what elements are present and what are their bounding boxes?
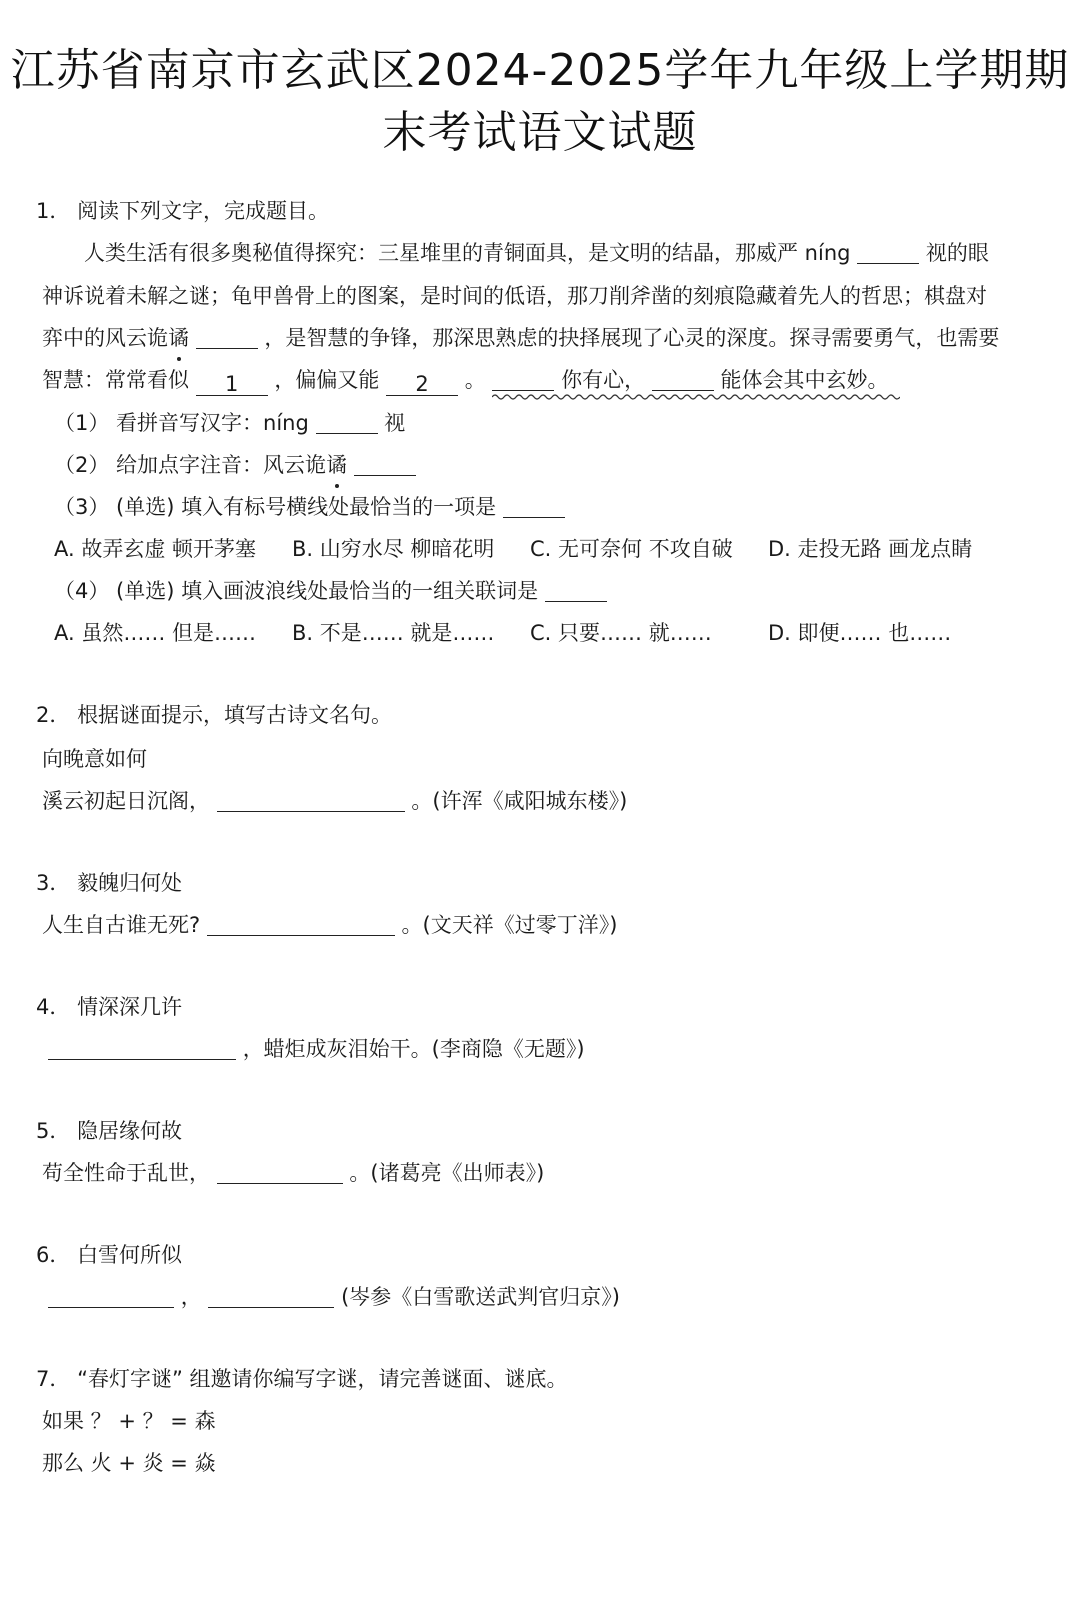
option-a[interactable]: A. 虽然…… 但是…… xyxy=(54,621,257,645)
wavy-underline xyxy=(492,393,900,401)
q1-number: 1． xyxy=(36,199,71,223)
q7-riddle-line1: 如果 ？ + ？ = 森 xyxy=(42,1409,216,1433)
q1-sub3 xyxy=(54,492,565,522)
option-a[interactable]: A. 故弄玄虚 顿开茅塞 xyxy=(54,537,257,561)
q1-sub3-options xyxy=(54,534,972,564)
option-c[interactable]: C. 无可奈何 不攻自破 xyxy=(530,537,733,561)
option-d[interactable]: D. 走投无路 画龙点睛 xyxy=(768,537,973,561)
option-b[interactable]: B. 不是…… 就是…… xyxy=(292,621,495,645)
answer-blank-s1[interactable] xyxy=(316,409,378,434)
q2-riddle: 向晚意如何 xyxy=(42,747,147,771)
q4-number: 4． xyxy=(36,995,71,1019)
q4-line xyxy=(48,1034,585,1064)
sub-question-text: （2） 给加点字注音：风云诡 xyxy=(54,453,327,477)
answer-blank-s3[interactable] xyxy=(503,493,565,518)
option-b[interactable]: B. 山穷水尽 柳暗花明 xyxy=(292,537,495,561)
q6-number: 6． xyxy=(36,1243,71,1267)
option-c[interactable]: C. 只要…… 就…… xyxy=(530,621,712,645)
answer-blank-q4[interactable] xyxy=(48,1035,236,1060)
sub-question-text: （3） (单选) 填入有标号横线处最恰当的一项是 xyxy=(54,495,497,519)
verse-text: 溪云初起日沉阁， xyxy=(42,789,210,813)
q7-prompt: “春灯字谜” 组邀请你编写字谜，请完善谜面、谜底。 xyxy=(77,1367,568,1391)
q2-heading xyxy=(36,700,392,730)
verse-source: 。(许浑《咸阳城东楼》) xyxy=(411,789,628,813)
q1-sub4-options xyxy=(54,618,951,648)
passage-text: 。 xyxy=(464,368,486,392)
verse-source: 。(诸葛亮《出师表》) xyxy=(349,1161,545,1185)
passage-text: 弈中的风云诡 xyxy=(42,326,168,350)
separator: ， xyxy=(180,1285,202,1309)
q1-passage-line1 xyxy=(84,238,989,268)
q1-heading xyxy=(36,196,329,226)
q1-prompt: 阅读下列文字，完成题目。 xyxy=(77,199,330,223)
sub-question-text: （4） (单选) 填入画波浪线处最恰当的一组关联词是 xyxy=(54,579,539,603)
q2-prompt: 根据谜面提示，填写古诗文名句。 xyxy=(77,703,393,727)
q6-riddle: 白雪何所似 xyxy=(77,1243,183,1267)
q1-passage-line3 xyxy=(42,323,999,353)
answer-blank-q6b[interactable] xyxy=(208,1283,334,1308)
q3-line xyxy=(42,910,617,940)
verse-source: (岑参《白雪歌送武判官归京》) xyxy=(341,1285,620,1309)
q5-line xyxy=(42,1158,544,1188)
page-title: 江苏省南京市玄武区2024-2025学年九年级上学期期 xyxy=(10,45,1070,96)
answer-blank-wavy-b[interactable] xyxy=(652,366,714,391)
q2-line xyxy=(42,786,627,816)
answer-blank-ning[interactable] xyxy=(857,239,919,264)
q3-heading xyxy=(36,868,182,898)
q3-riddle: 毅魄归何处 xyxy=(77,871,183,895)
q7-riddle-line2: 那么 火 + 炎 = 焱 xyxy=(42,1451,216,1475)
answer-blank-2[interactable]: 2 xyxy=(386,371,458,396)
q5-heading xyxy=(36,1116,182,1146)
sub-question-text: （1） 看拼音写汉字：níng xyxy=(54,411,309,435)
passage-text: 人类生活有很多奥秘值得探究：三星堆里的青铜面具，是文明的结晶，那威严 níng xyxy=(84,241,851,265)
answer-blank-1[interactable]: 1 xyxy=(196,371,268,396)
answer-blank-q6a[interactable] xyxy=(48,1283,174,1308)
q1-passage-line2: 神诉说着未解之谜；龟甲兽骨上的图案，是时间的低语，那刀削斧凿的刻痕隐藏着先人的哲思；棋盘对 xyxy=(42,284,987,308)
q1-passage-line4 xyxy=(42,365,889,396)
q1-sub2 xyxy=(54,450,416,480)
q3-number: 3． xyxy=(36,871,71,895)
verse-source: 。(文天祥《过零丁洋》) xyxy=(401,913,618,937)
q4-riddle: 情深深几许 xyxy=(77,995,183,1019)
answer-blank-wavy-a[interactable] xyxy=(492,366,554,391)
answer-blank-s4[interactable] xyxy=(545,577,607,602)
page-title-line2: 末考试语文试题 xyxy=(382,107,698,158)
q4-heading xyxy=(36,992,182,1022)
dotted-char: 谲 xyxy=(168,323,189,353)
answer-blank-pinyin[interactable] xyxy=(196,324,258,349)
wavy-text-a: 你有心， xyxy=(561,368,646,392)
verse-text: 人生自古谁无死? xyxy=(42,913,201,937)
answer-blank-s2[interactable] xyxy=(354,451,416,476)
wavy-underlined-text xyxy=(492,365,888,395)
passage-text: ，是智慧的争锋，那深思熟虑的抉择展现了心灵的深度。探寻需要勇气，也需要 xyxy=(264,326,1000,350)
answer-blank-q2[interactable] xyxy=(217,787,405,812)
verse-text: 苟全性命于乱世， xyxy=(42,1161,210,1185)
q6-line xyxy=(48,1282,620,1312)
q1-sub4 xyxy=(54,576,607,606)
q1-sub1 xyxy=(54,408,405,438)
answer-blank-q3[interactable] xyxy=(207,911,395,936)
wavy-text-b: 能体会其中玄妙。 xyxy=(720,368,889,392)
q2-number: 2． xyxy=(36,703,71,727)
sub-question-text: 视 xyxy=(384,411,406,435)
option-d[interactable]: D. 即便…… 也…… xyxy=(768,621,952,645)
q7-number: 7． xyxy=(36,1367,71,1391)
q7-heading xyxy=(36,1364,568,1394)
q5-riddle: 隐居缘何故 xyxy=(77,1119,183,1143)
verse-text: ，蜡炬成灰泪始干。(李商隐《无题》) xyxy=(242,1037,585,1061)
passage-text: 智慧：常常看似 xyxy=(42,368,189,392)
passage-text: 视的眼 xyxy=(925,241,989,265)
dotted-char: 谲 xyxy=(326,450,347,480)
q6-heading xyxy=(36,1240,182,1270)
q5-number: 5． xyxy=(36,1119,71,1143)
answer-blank-q5[interactable] xyxy=(217,1159,343,1184)
passage-text: ，偏偏又能 xyxy=(274,368,380,392)
